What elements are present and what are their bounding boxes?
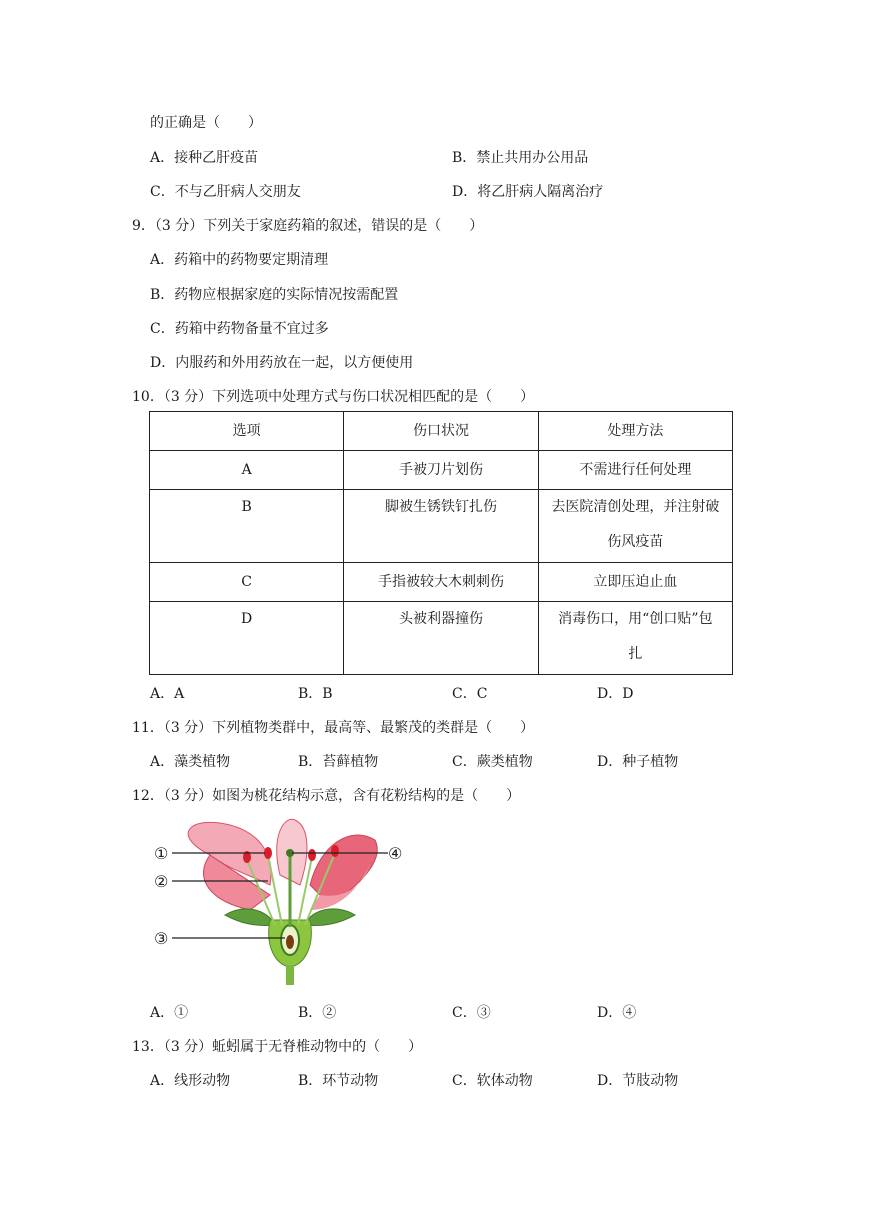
q8-option-c: C．不与乙肝病人交朋友: [150, 184, 301, 200]
header-method: 处理方法: [538, 412, 732, 451]
peach-flower-diagram: [150, 815, 410, 985]
q10-option-d: D．D: [597, 686, 634, 702]
header-wound: 伤口状况: [344, 412, 538, 451]
label-4: ④: [388, 844, 403, 863]
cell-method-line-2: 扎: [628, 646, 643, 662]
wound-treatment-table: [149, 411, 733, 675]
q13-option-c: C．软体动物: [452, 1073, 533, 1089]
cell-method-line-2: 伤风疫苗: [607, 534, 664, 550]
table-row: [150, 490, 733, 563]
cell-method: [538, 602, 732, 675]
table-row: [150, 602, 733, 675]
q10-option-c: C．C: [452, 686, 488, 702]
cell-method: [538, 490, 732, 563]
q12-option-c: C．③: [452, 1005, 491, 1021]
cell-option: D: [150, 602, 344, 675]
q9-option-b: B．药物应根据家庭的实际情况按需配置: [150, 287, 399, 303]
q8-option-b: B．禁止共用办公用品: [452, 150, 589, 166]
q10-option-a: A．A: [150, 686, 185, 702]
q9-option-c: C．药箱中药物备量不宜过多: [150, 321, 329, 337]
question-9-stem: 9．（3 分）下列关于家庭药箱的叙述，错误的是（ ）: [132, 218, 484, 234]
cell-wound: 手被刀片划伤: [344, 451, 538, 490]
q11-option-c: C．蕨类植物: [452, 754, 533, 770]
table-header-row: [150, 412, 733, 451]
q8-option-a: A．接种乙肝疫苗: [150, 150, 259, 166]
cell-wound: 头被利器撞伤: [344, 602, 538, 675]
q12-option-d: D．④: [597, 1005, 637, 1021]
question-12-stem: 12．（3 分）如图为桃花结构示意，含有花粉结构的是（ ）: [132, 788, 521, 804]
cell-wound: 手指被较大木刺刺伤: [344, 563, 538, 602]
label-1: ①: [154, 844, 169, 863]
q13-option-b: B．环节动物: [298, 1073, 379, 1089]
q12-option-b: B．②: [298, 1005, 337, 1021]
q11-option-a: A．藻类植物: [150, 754, 231, 770]
question-13-stem: 13．（3 分）蚯蚓属于无脊椎动物中的（ ）: [132, 1039, 423, 1055]
cell-method-line-1: 去医院清创处理，并注射破: [551, 499, 720, 515]
q11-option-b: B．苔藓植物: [298, 754, 379, 770]
q13-option-d: D．节肢动物: [597, 1073, 679, 1089]
cell-method: 不需进行任何处理: [538, 451, 732, 490]
cell-option: A: [150, 451, 344, 490]
q9-option-d: D．内服药和外用药放在一起，以方便使用: [150, 355, 414, 371]
cell-wound: 脚被生锈铁钉扎伤: [344, 490, 538, 563]
question-10-stem: 10．（3 分）下列选项中处理方式与伤口状况相匹配的是（ ）: [132, 389, 535, 405]
cell-option: C: [150, 563, 344, 602]
question-11-stem: 11．（3 分）下列植物类群中，最高等、最繁茂的类群是（ ）: [132, 720, 535, 736]
q9-option-a: A．药箱中的药物要定期清理: [150, 252, 329, 268]
table-row: [150, 451, 733, 490]
cell-method: 立即压迫止血: [538, 563, 732, 602]
q13-option-a: A．线形动物: [150, 1073, 231, 1089]
cell-option: B: [150, 490, 344, 563]
label-2: ②: [154, 872, 169, 891]
label-3: ③: [154, 929, 169, 948]
q11-option-d: D．种子植物: [597, 754, 679, 770]
table-row: [150, 563, 733, 602]
header-option: 选项: [150, 412, 344, 451]
q10-option-b: B．B: [298, 686, 333, 702]
q12-option-a: A．①: [150, 1005, 189, 1021]
question-8-stem-tail: 的正确是（ ）: [150, 115, 262, 131]
cell-method-line-1: 消毒伤口，用“创口贴”包: [558, 611, 713, 627]
q8-option-d: D．将乙肝病人隔离治疗: [452, 184, 604, 200]
